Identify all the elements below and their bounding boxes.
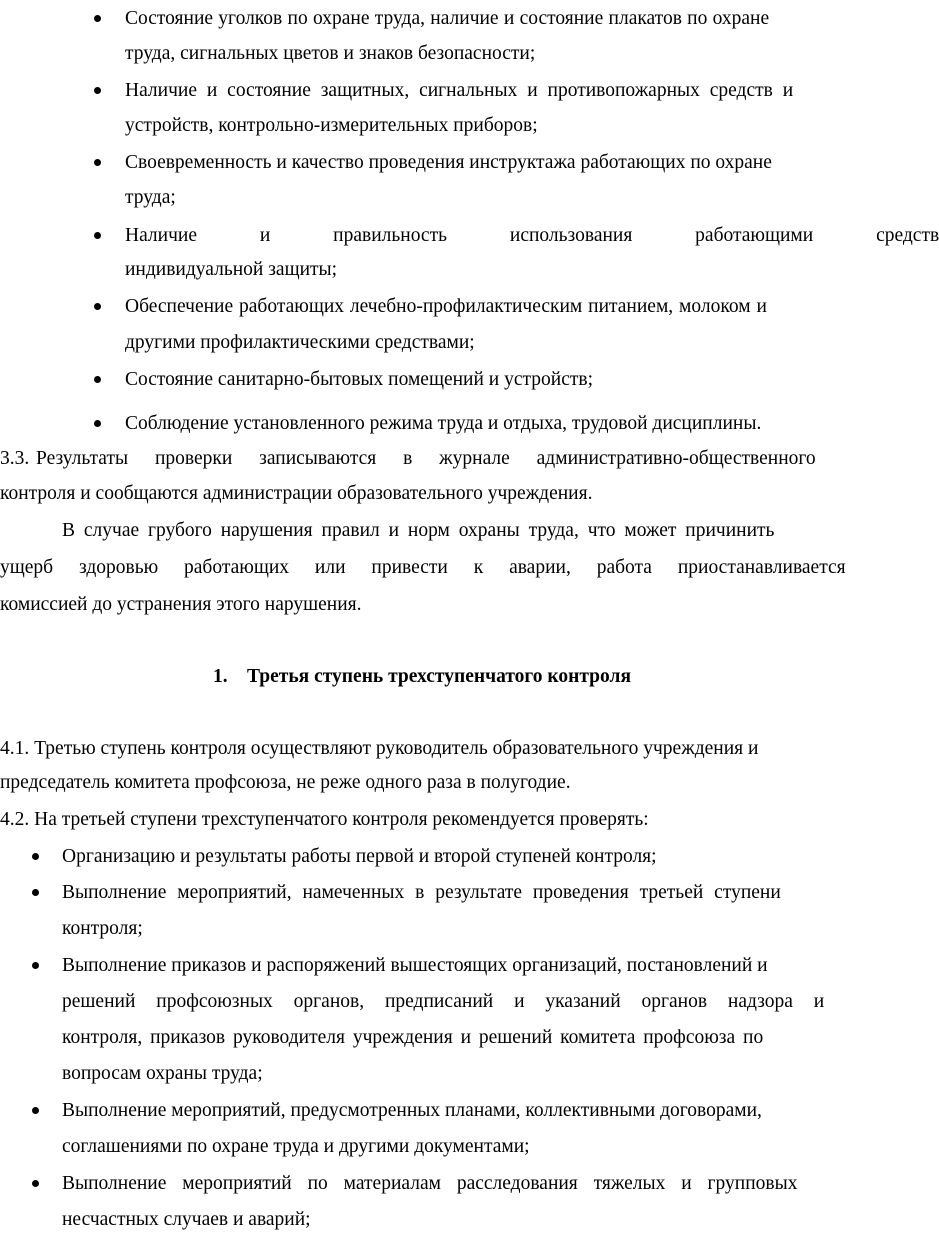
list1-item-2-line-1: Наличие и состояние защитных, сигнальных и противопожарных средств и — [125, 80, 794, 101]
bullet-icon — [94, 376, 101, 383]
para-3-3-line-1: Результаты проверки записываются в журнале административно-общественного — [36, 448, 816, 469]
list2-item-2-line-2: контроля; — [62, 918, 143, 939]
list1-item-6-line-1: Состояние санитарно-бытовых помещений и устройств; — [125, 369, 594, 390]
bullet-icon — [94, 420, 101, 427]
para-3-3-number: 3.3. — [0, 448, 30, 469]
bullet-icon — [94, 15, 101, 22]
list2-item-3-line-1: Выполнение приказов и распоряжений вышестоящих организаций, постановлений и — [62, 955, 768, 976]
list2-item-1-line-1: Организацию и результаты работы первой и второй ступеней контроля; — [62, 846, 657, 867]
bullet-icon — [94, 87, 101, 94]
bullet-icon — [94, 232, 101, 239]
list1-item-7-line-1: Соблюдение установленного режима труда и отдыха, трудовой дисциплины. — [125, 413, 762, 434]
list2-item-3-line-3: контроля, приказов руководителя учреждения и решений комитета профсоюза по — [62, 1027, 764, 1048]
para-violation-line-2: ущерб здоровью работающих или привести к аварии, работа приостанавливается — [0, 557, 846, 578]
list1-item-5-line-2: другими профилактическими средствами; — [125, 332, 475, 353]
para-3-3-line-2: контроля и сообщаются администрации образовательного учреждения. — [0, 483, 593, 504]
list1-item-4-line-1-text: Наличие и правильность использования работающими средств — [125, 225, 939, 246]
list1-item-4-line-1 — [125, 224, 939, 248]
section-heading-number: 1. — [213, 666, 228, 687]
list2-item-3-line-2: решений профсоюзных органов, предписаний и указаний органов надзора и — [62, 991, 825, 1012]
bullet-icon — [32, 1107, 39, 1114]
list2-item-5-line-2: несчастных случаев и аварий; — [62, 1209, 311, 1230]
list1-item-4-line-2: индивидуальной защиты; — [125, 259, 338, 280]
para-4-2-line-1: 4.2. На третьей ступени трехступенчатого контроля рекомендуется проверять: — [0, 809, 649, 830]
list1-item-1-line-1: Состояние уголков по охране труда, наличие и состояние плакатов по охране — [125, 8, 770, 29]
list2-item-3-line-4: вопросам охраны труда; — [62, 1063, 263, 1084]
list1-item-2-line-2: устройств, контрольно-измерительных приборов; — [125, 115, 538, 136]
para-4-1-line-2: председатель комитета профсоюза, не реже одного раза в полугодие. — [0, 772, 571, 793]
bullet-icon — [94, 303, 101, 310]
para-violation-line-3: комиссией до устранения этого нарушения. — [0, 594, 362, 615]
list1-item-3-line-1: Своевременность и качество проведения инструктажа работающих по охране — [125, 152, 772, 173]
bullet-icon — [94, 159, 101, 166]
para-4-1-line-1: 4.1. Третью ступень контроля осуществляют руководитель образовательного учреждения и — [0, 738, 759, 759]
list1-item-3-line-2: труда; — [125, 187, 176, 208]
para-violation-line-1: В случае грубого нарушения правил и норм охраны труда, что может причинить — [62, 520, 775, 541]
list2-item-4-line-1: Выполнение мероприятий, предусмотренных планами, коллективными договорами, — [62, 1100, 762, 1121]
list2-item-4-line-2: соглашениями по охране труда и другими документами; — [62, 1136, 530, 1157]
section-heading: Третья ступень трехступенчатого контроля — [247, 666, 632, 687]
bullet-icon — [32, 1180, 39, 1187]
bullet-icon — [32, 962, 39, 969]
bullet-icon — [32, 853, 39, 860]
list1-item-1-line-2: труда, сигнальных цветов и знаков безопасности; — [125, 43, 536, 64]
bullet-icon — [32, 889, 39, 896]
list2-item-2-line-1: Выполнение мероприятий, намеченных в результате проведения третьей ступени — [62, 882, 781, 903]
list2-item-5-line-1: Выполнение мероприятий по материалам расследования тяжелых и групповых — [62, 1173, 798, 1194]
list1-item-5-line-1: Обеспечение работающих лечебно-профилактическим питанием, молоком и — [125, 296, 767, 317]
